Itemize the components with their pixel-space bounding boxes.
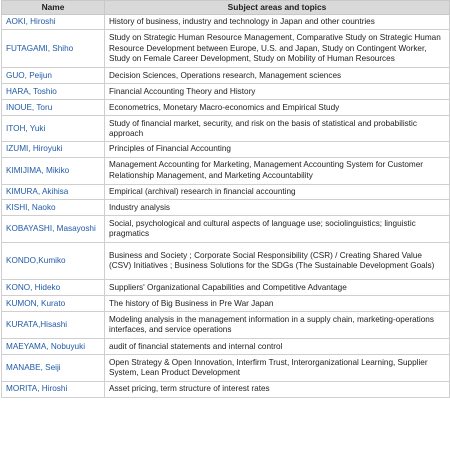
faculty-name-link[interactable]: ITOH, Yuki [6, 123, 46, 133]
name-cell [2, 382, 105, 397]
topics-cell: Financial Accounting Theory and History [105, 84, 450, 100]
faculty-name-link[interactable]: KIMIJIMA, Mikiko [6, 165, 70, 175]
faculty-table [1, 0, 450, 398]
topics-cell: Industry analysis [105, 200, 450, 216]
faculty-name-link[interactable]: HARA, Toshio [6, 86, 57, 96]
topics-cell: Business and Society ; Corporate Social Responsibility (CSR) / Creating Shared Value (CSV) Initiatives ; Business Solutions for the SDGs (The Sustainable Development Goals) [105, 243, 450, 280]
table-row [2, 382, 450, 397]
faculty-name-link[interactable]: KOBAYASHI, Masayoshi [6, 224, 96, 234]
name-cell [2, 200, 105, 216]
table-row [2, 15, 450, 30]
name-cell [2, 84, 105, 100]
topics-cell: audit of financial statements and internal control [105, 339, 450, 355]
table-row [2, 355, 450, 382]
name-cell [2, 216, 105, 243]
faculty-name-link[interactable]: KURATA,Hisashi [6, 320, 68, 330]
name-cell [2, 184, 105, 199]
table-row [2, 200, 450, 216]
name-cell [2, 142, 105, 157]
topics-cell: Modeling analysis in the management information in a supply chain, marketing-operations interfaces, and service operations [105, 312, 450, 339]
faculty-name-link[interactable]: KIMURA, Akihisa [6, 186, 69, 196]
name-cell [2, 15, 105, 30]
faculty-name-link[interactable]: GUO, Peijun [6, 70, 52, 80]
table-row [2, 216, 450, 243]
topics-cell: Empirical (archival) research in financial accounting [105, 184, 450, 199]
name-column-header: Name [2, 1, 105, 15]
topics-cell: Principles of Financial Accounting [105, 142, 450, 157]
topics-cell: Suppliers' Organizational Capabilities and Competitive Advantage [105, 280, 450, 296]
faculty-name-link[interactable]: MORITA, Hiroshi [6, 384, 68, 394]
name-cell [2, 296, 105, 312]
table-row [2, 68, 450, 84]
table-row [2, 296, 450, 312]
faculty-name-link[interactable]: KUMON, Kurato [6, 298, 66, 308]
table-row [2, 280, 450, 296]
faculty-name-link[interactable]: FUTAGAMI, Shiho [6, 43, 74, 53]
faculty-name-link[interactable]: INOUE, Toru [6, 102, 53, 112]
topics-cell: The history of Big Business in Pre War Japan [105, 296, 450, 312]
table-row [2, 339, 450, 355]
topics-cell: Study of financial market, security, and risk on the basis of statistical and probabilistic approach [105, 116, 450, 142]
topics-cell: Management Accounting for Marketing, Management Accounting System for Customer Relationship Management, and Marketing Accountability [105, 157, 450, 184]
topics-cell: Study on Strategic Human Resource Management, Comparative Study on Strategic Human Resource Development between Europe, U.S. and Japan, Study on Contingent Worker, Study on Female Career Development, Study on Mobility of Human Resources [105, 30, 450, 68]
table-row [2, 157, 450, 184]
faculty-name-link[interactable]: KONDO,Kumiko [6, 256, 66, 266]
faculty-name-link[interactable]: IZUMI, Hiroyuki [6, 144, 63, 154]
name-cell [2, 116, 105, 142]
faculty-name-link[interactable]: MANABE, Seiji [6, 363, 61, 373]
name-cell [2, 30, 105, 68]
topics-cell: History of business, industry and technology in Japan and other countries [105, 15, 450, 30]
name-cell [2, 312, 105, 339]
faculty-name-link[interactable]: AOKI, Hiroshi [6, 17, 56, 26]
faculty-name-link[interactable]: KISHI, Naoko [6, 202, 56, 212]
name-cell [2, 68, 105, 84]
table-row [2, 184, 450, 199]
name-cell [2, 100, 105, 116]
topics-cell: Econometrics, Monetary Macro-economics and Empirical Study [105, 100, 450, 116]
table-row [2, 116, 450, 142]
name-cell [2, 157, 105, 184]
topics-cell: Open Strategy & Open Innovation, Interfirm Trust, Interorganizational Learning, Supplier System, Lean Product Development [105, 355, 450, 382]
faculty-name-link[interactable]: KONO, Hideko [6, 282, 61, 292]
faculty-name-link[interactable]: MAEYAMA, Nobuyuki [6, 341, 86, 351]
table-body [2, 15, 450, 398]
topics-cell: Decision Sciences, Operations research, Management sciences [105, 68, 450, 84]
topics-cell: Asset pricing, term structure of interest rates [105, 382, 450, 397]
name-cell [2, 355, 105, 382]
table-row [2, 312, 450, 339]
name-cell [2, 280, 105, 296]
table-row [2, 100, 450, 116]
name-cell [2, 339, 105, 355]
topics-cell: Social, psychological and cultural aspects of language use; sociolinguistics; linguistic pragmatics [105, 216, 450, 243]
table-row [2, 142, 450, 157]
table-row [2, 84, 450, 100]
header-row [2, 1, 450, 15]
topics-column-header: Subject areas and topics [105, 1, 450, 15]
name-cell [2, 243, 105, 280]
table-row [2, 243, 450, 280]
table-row [2, 30, 450, 68]
